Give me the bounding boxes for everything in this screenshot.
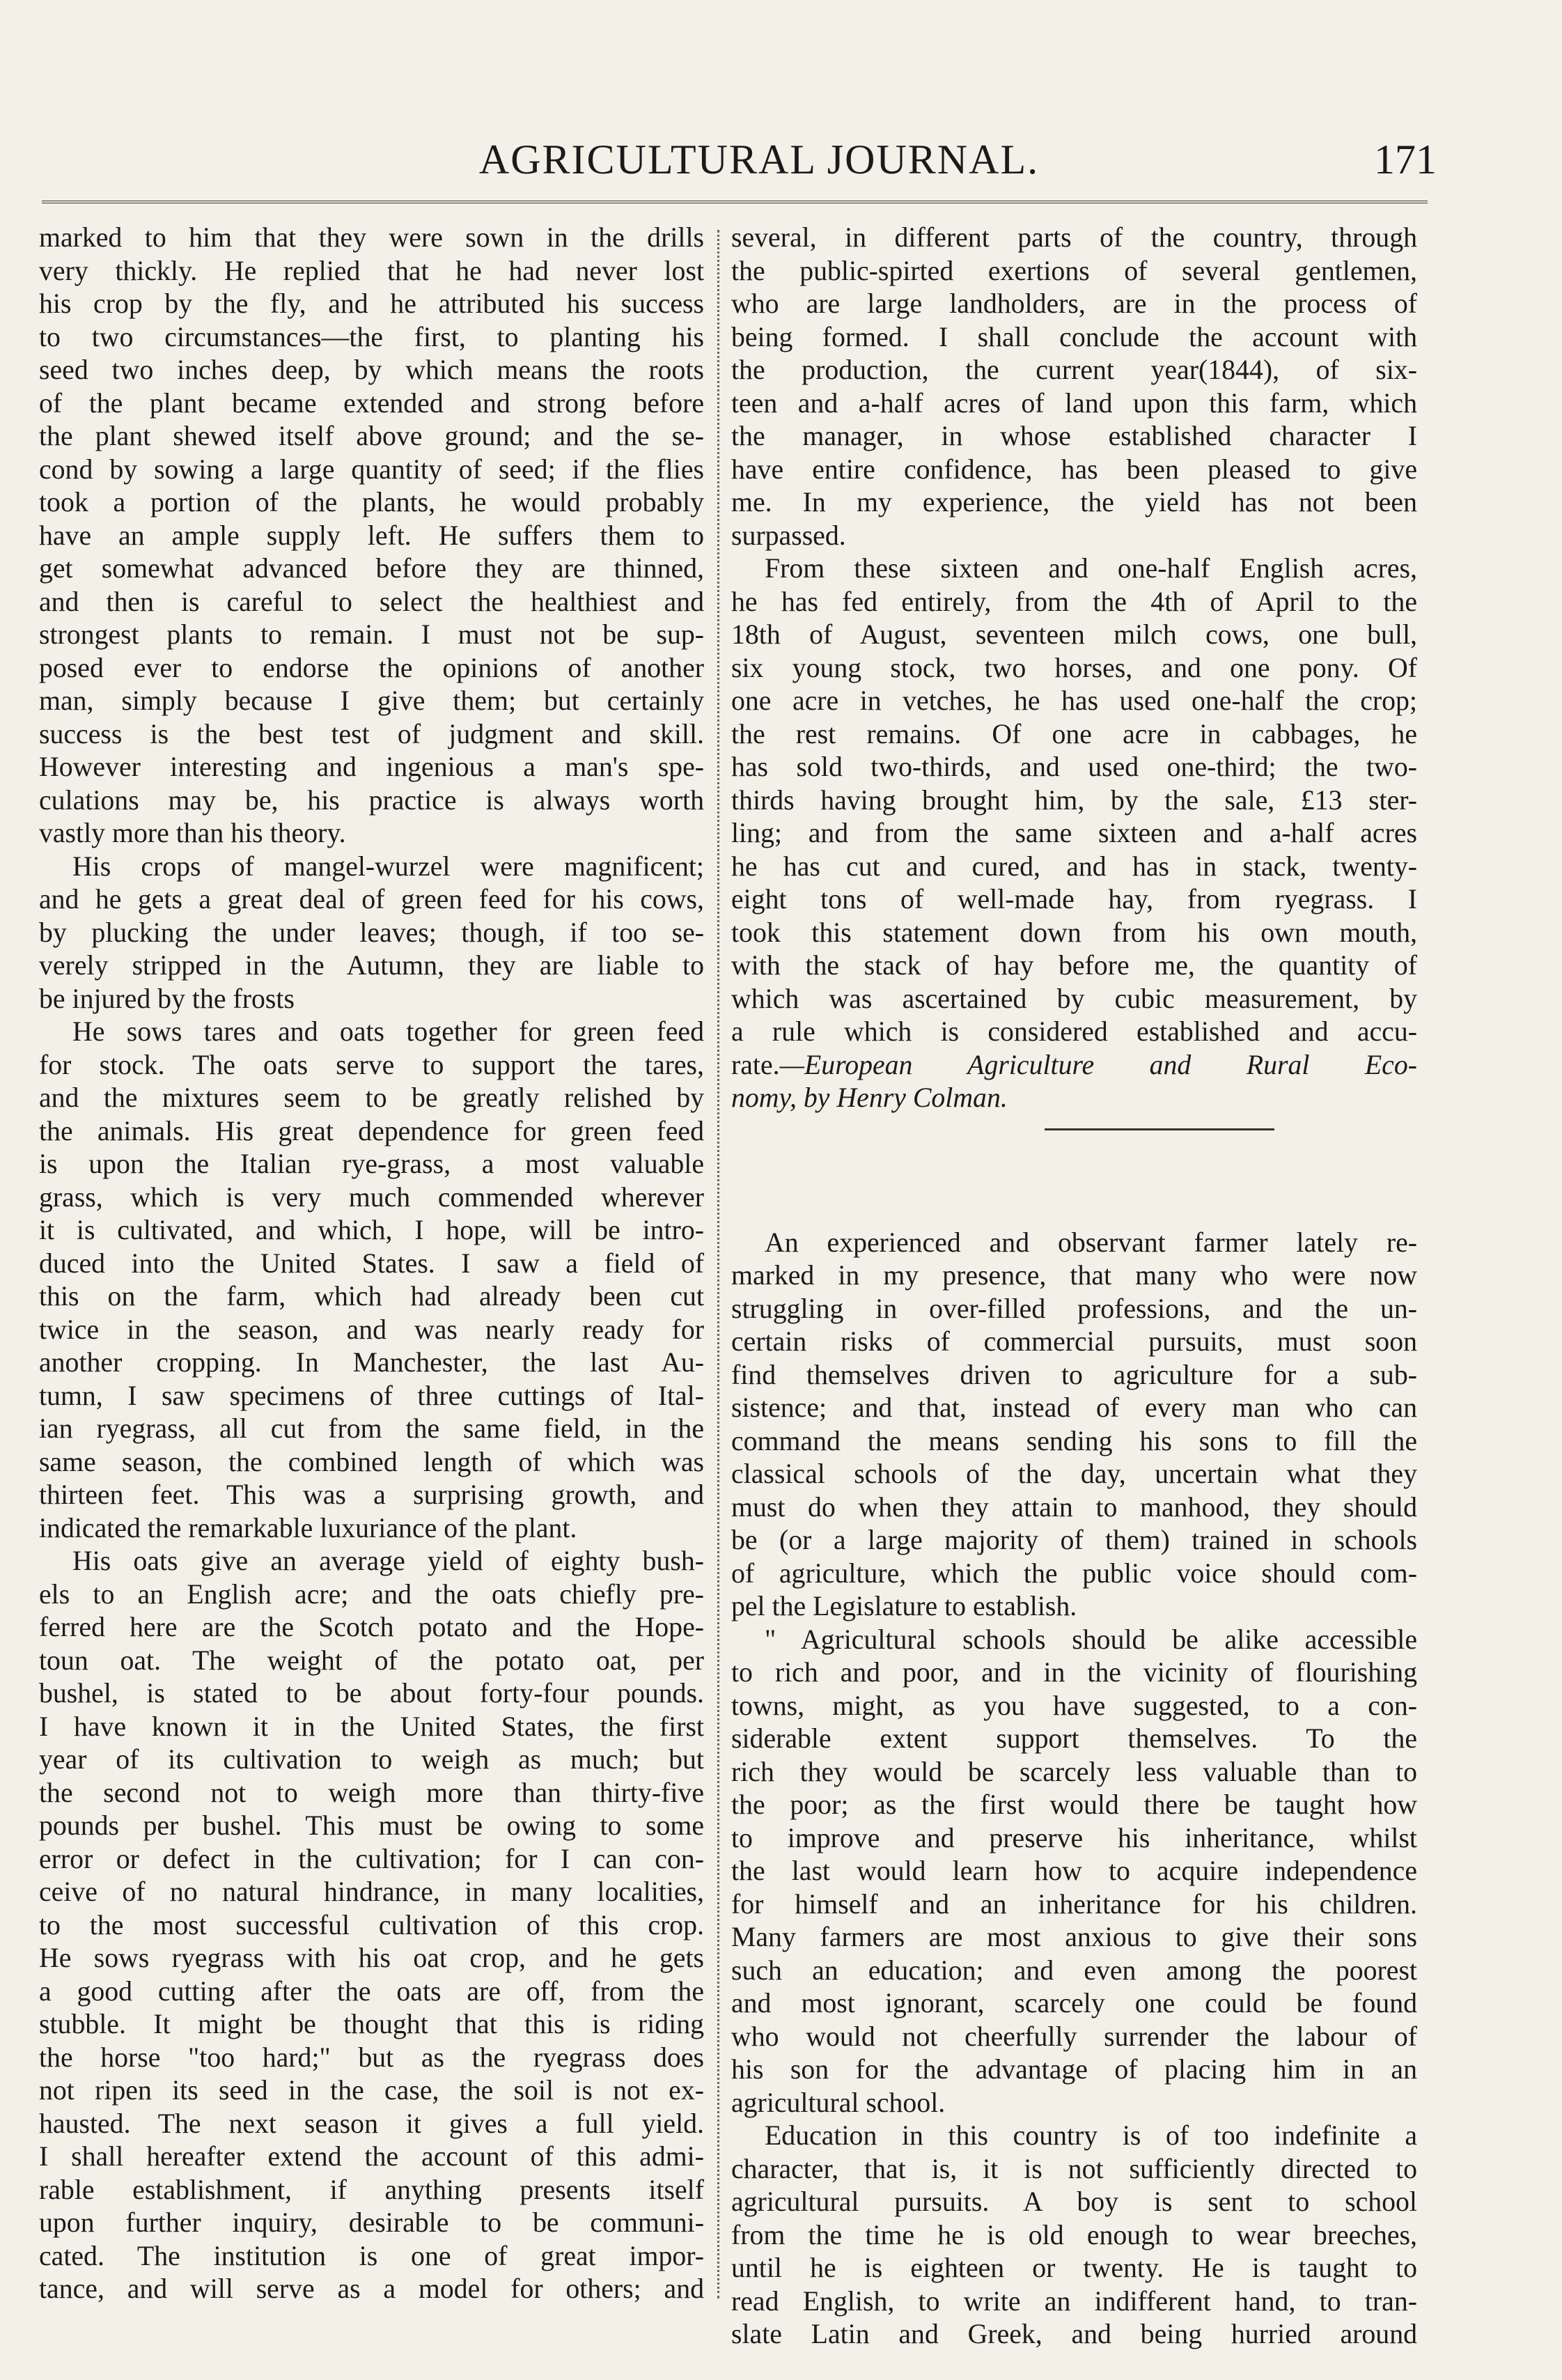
text-line: the last would learn how to acquire independence — [731, 1856, 1417, 1886]
text-line: Education in this country is of too indefinite a — [765, 2120, 1417, 2151]
text-line: the manager, in whose established character I — [731, 421, 1417, 451]
text-line: for himself and an inheritance for his children. — [731, 1888, 1417, 1920]
text-line: marked in my presence, that many who were now — [731, 1260, 1417, 1291]
text-line: and the mixtures seem to be greatly relished by — [39, 1082, 704, 1113]
text-line: seed two inches deep, by which means the roots — [39, 355, 704, 385]
text-line: is upon the Italian rye-grass, a most valuable — [39, 1149, 704, 1179]
text-line: pounds per bushel. This must be owing to some — [39, 1810, 704, 1841]
text-line: siderable extent support themselves. To the — [731, 1723, 1417, 1754]
text-line: the rest remains. Of one acre in cabbages, he — [731, 718, 1417, 749]
text-line: surpassed. — [731, 520, 846, 551]
text-line: the plant shewed itself above ground; and the se- — [39, 421, 704, 451]
text-line: the animals. His great dependence for green feed — [39, 1115, 704, 1146]
text-line: cated. The institution is one of great impor- — [39, 2240, 704, 2271]
text-line: However interesting and ingenious a man's spe- — [39, 752, 704, 782]
text-line: until he is eighteen or twenty. He is taught to — [731, 2253, 1417, 2283]
text-line: culations may be, his practice is always worth — [39, 784, 704, 816]
text-line: duced into the United States. I saw a field of — [39, 1247, 704, 1279]
text-line: his son for the advantage of placing him in an — [731, 2054, 1417, 2085]
text-line: be (or a large majority of them) trained in schools — [731, 1525, 1417, 1555]
text-line: certain risks of commercial pursuits, must soon — [731, 1326, 1417, 1357]
text-line: by plucking the under leaves; though, if too se- — [39, 917, 704, 948]
text-line: indicated the remarkable luxuriance of the plant. — [39, 1512, 577, 1543]
text-line: rate.—European Agriculture and Rural Eco- — [731, 1049, 1417, 1080]
text-line: another cropping. In Manchester, the last Au- — [39, 1347, 704, 1378]
text-line: An experienced and observant farmer lately re- — [765, 1227, 1417, 1258]
text-line: 18th of August, seventeen milch cows, one bull, — [731, 619, 1417, 650]
text-line: the horse "too hard;" but as the ryegrass does — [39, 2041, 704, 2073]
text-line: not ripen its seed in the case, the soil is not ex- — [39, 2075, 704, 2106]
text-line: of agriculture, which the public voice should com- — [731, 1557, 1417, 1589]
text-line: find themselves driven to agriculture for a sub- — [731, 1359, 1417, 1390]
text-line: took this statement down from his own mouth, — [731, 917, 1417, 948]
text-line: me. In my experience, the yield has not been — [731, 487, 1417, 518]
text-line: he has cut and cured, and has in stack, twenty- — [731, 850, 1417, 882]
text-line: classical schools of the day, uncertain what they — [731, 1459, 1417, 1489]
text-line: cond by sowing a large quantity of seed; if the flies — [39, 453, 704, 485]
text-line: success is the best test of judgment and skill. — [39, 718, 704, 749]
right-column — [731, 221, 1417, 2351]
text-line: to rich and poor, and in the vicinity of flourishing — [731, 1657, 1417, 1688]
text-line: marked to him that they were sown in the drills — [39, 222, 704, 253]
text-line: to improve and preserve his inheritance, whilst — [731, 1822, 1417, 1853]
text-line: From these sixteen and one-half English acres, — [765, 553, 1417, 584]
text-line: character, that is, it is not sufficiently directed to — [731, 2153, 1417, 2184]
text-line: agricultural school. — [731, 2087, 946, 2118]
running-title: AGRICULTURAL JOURNAL. — [478, 137, 1040, 182]
text-line: He sows ryegrass with his oat crop, and he gets — [39, 1943, 704, 1973]
page-number: 171 — [1374, 137, 1437, 182]
text-line: ian ryegrass, all cut from the same field, in the — [39, 1413, 704, 1444]
text-line: to the most successful cultivation of this crop. — [39, 1909, 704, 1940]
left-column — [39, 221, 704, 2306]
text-line: posed ever to endorse the opinions of another — [39, 652, 704, 683]
text-line: bushel, is stated to be about forty-four pounds. — [39, 1678, 704, 1709]
text-line: being formed. I shall conclude the account with — [731, 321, 1417, 352]
text-line: ferred here are the Scotch potato and the Hope- — [39, 1612, 704, 1642]
text-line: strongest plants to remain. I must not be sup- — [39, 619, 704, 650]
text-line: thirteen feet. This was a surprising growth, and — [39, 1479, 704, 1510]
text-line: have entire confidence, has been pleased to give — [731, 453, 1417, 485]
header-rule — [42, 201, 1428, 203]
text-line: upon further inquiry, desirable to be communi- — [39, 2207, 704, 2238]
text-line: read English, to write an indifferent hand, to tran- — [731, 2285, 1417, 2317]
text-line: nomy, by Henry Colman. — [731, 1082, 1008, 1113]
text-line: year of its cultivation to weigh as much; but — [39, 1744, 704, 1775]
text-line: be injured by the frosts — [39, 983, 295, 1014]
text-line: " Agricultural schools should be alike accessible — [765, 1624, 1417, 1655]
running-header — [0, 136, 1562, 192]
text-line: eight tons of well-made hay, from ryegrass. I — [731, 884, 1417, 915]
text-line: get somewhat advanced before they are thinned, — [39, 553, 704, 584]
text-line: agricultural pursuits. A boy is sent to school — [731, 2186, 1417, 2217]
text-line: twice in the season, and was nearly ready for — [39, 1314, 704, 1345]
text-line: with the stack of hay before me, the quantity of — [731, 950, 1417, 981]
text-line: His oats give an average yield of eighty bush- — [72, 1546, 704, 1576]
text-line: the production, the current year(1844), of six- — [731, 355, 1417, 385]
text-line: it is cultivated, and which, I hope, will be intro- — [39, 1215, 704, 1245]
text-line: I shall hereafter extend the account of this admi- — [39, 2141, 704, 2172]
text-line: he has fed entirely, from the 4th of April to the — [731, 586, 1417, 617]
column-divider — [717, 230, 719, 2299]
text-line: pel the Legislature to establish. — [731, 1591, 1077, 1621]
text-line: tance, and will serve as a model for others; and — [39, 2273, 704, 2304]
text-line: tumn, I saw specimens of three cuttings of Ital- — [39, 1380, 704, 1411]
text-line: have an ample supply left. He suffers them to — [39, 520, 704, 551]
text-line: his crop by the fly, and he attributed his success — [39, 288, 704, 319]
text-line: such an education; and even among the poorest — [731, 1954, 1417, 1986]
text-line: towns, might, as you have suggested, to a con- — [731, 1690, 1417, 1721]
text-line: the poor; as the first would there be taught how — [731, 1789, 1417, 1820]
text-line: struggling in over-filled professions, and the un- — [731, 1293, 1417, 1324]
text-line: the public-spirted exertions of several gentlemen, — [731, 255, 1417, 286]
text-line: stubble. It might be thought that this is riding — [39, 2009, 704, 2039]
text-line: has sold two-thirds, and used one-third; the two- — [731, 752, 1417, 782]
text-line: a good cutting after the oats are off, from the — [39, 1975, 704, 2007]
text-line: teen and a-half acres of land upon this farm, which — [731, 387, 1417, 419]
section-gap — [731, 1115, 1417, 1227]
text-line: rable establishment, if anything presents itself — [39, 2174, 704, 2205]
text-line: very thickly. He replied that he had never lost — [39, 255, 704, 286]
text-line: rich they would be scarcely less valuable than to — [731, 1756, 1417, 1787]
text-line: who would not cheerfully surrender the labour of — [731, 2021, 1417, 2052]
text-line: a rule which is considered established and accu- — [731, 1016, 1417, 1047]
text-line: vastly more than his theory. — [39, 818, 346, 848]
text-line: of the plant became extended and strong before — [39, 387, 704, 419]
section-rule — [1045, 1128, 1274, 1130]
text-line: thirds having brought him, by the sale, £13 ster- — [731, 784, 1417, 816]
text-line: sistence; and that, instead of every man who can — [731, 1392, 1417, 1423]
text-line: same season, the combined length of which was — [39, 1446, 704, 1477]
text-line: which was ascertained by cubic measurement, by — [731, 983, 1417, 1014]
text-line: man, simply because I give them; but certainly — [39, 685, 704, 716]
text-line: from the time he is old enough to wear breeches, — [731, 2219, 1417, 2250]
text-line: one acre in vetches, he has used one-half the crop; — [731, 685, 1417, 716]
text-line: verely stripped in the Autumn, they are liable to — [39, 950, 704, 981]
text-line: took a portion of the plants, he would probably — [39, 487, 704, 518]
text-line: ling; and from the same sixteen and a-half acres — [731, 818, 1417, 848]
text-line: ceive of no natural hindrance, in many localities, — [39, 1876, 704, 1907]
text-line: grass, which is very much commended wherever — [39, 1181, 704, 1213]
text-line: hausted. The next season it gives a full yield. — [39, 2108, 704, 2139]
text-line: command the means sending his sons to fill the — [731, 1425, 1417, 1456]
text-line: six young stock, two horses, and one pony. Of — [731, 652, 1417, 683]
text-line: I have known it in the United States, the first — [39, 1711, 704, 1742]
text-line: and he gets a great deal of green feed for his cows, — [39, 884, 704, 915]
text-line: the second not to weigh more than thirty-five — [39, 1777, 704, 1808]
text-line: and most ignorant, scarcely one could be found — [731, 1988, 1417, 2019]
text-line: this on the farm, which had already been cut — [39, 1281, 704, 1312]
text-line: who are large landholders, are in the process of — [731, 288, 1417, 319]
text-line: els to an English acre; and the oats chiefly pre- — [39, 1578, 704, 1610]
text-line: His crops of mangel-wurzel were magnificent; — [72, 850, 704, 882]
text-line: slate Latin and Greek, and being hurried around — [731, 2319, 1417, 2349]
text-line: He sows tares and oats together for green feed — [72, 1016, 704, 1047]
text-line: and then is careful to select the healthiest and — [39, 586, 704, 617]
text-line: must do when they attain to manhood, they should — [731, 1491, 1417, 1523]
text-line: toun oat. The weight of the potato oat, per — [39, 1644, 704, 1676]
text-line: for stock. The oats serve to support the tares, — [39, 1049, 704, 1080]
text-line: to two circumstances—the first, to planting his — [39, 321, 704, 352]
text-line: several, in different parts of the country, through — [731, 222, 1417, 253]
text-line: Many farmers are most anxious to give their sons — [731, 1922, 1417, 1952]
text-line: error or defect in the cultivation; for I can con- — [39, 1843, 704, 1874]
